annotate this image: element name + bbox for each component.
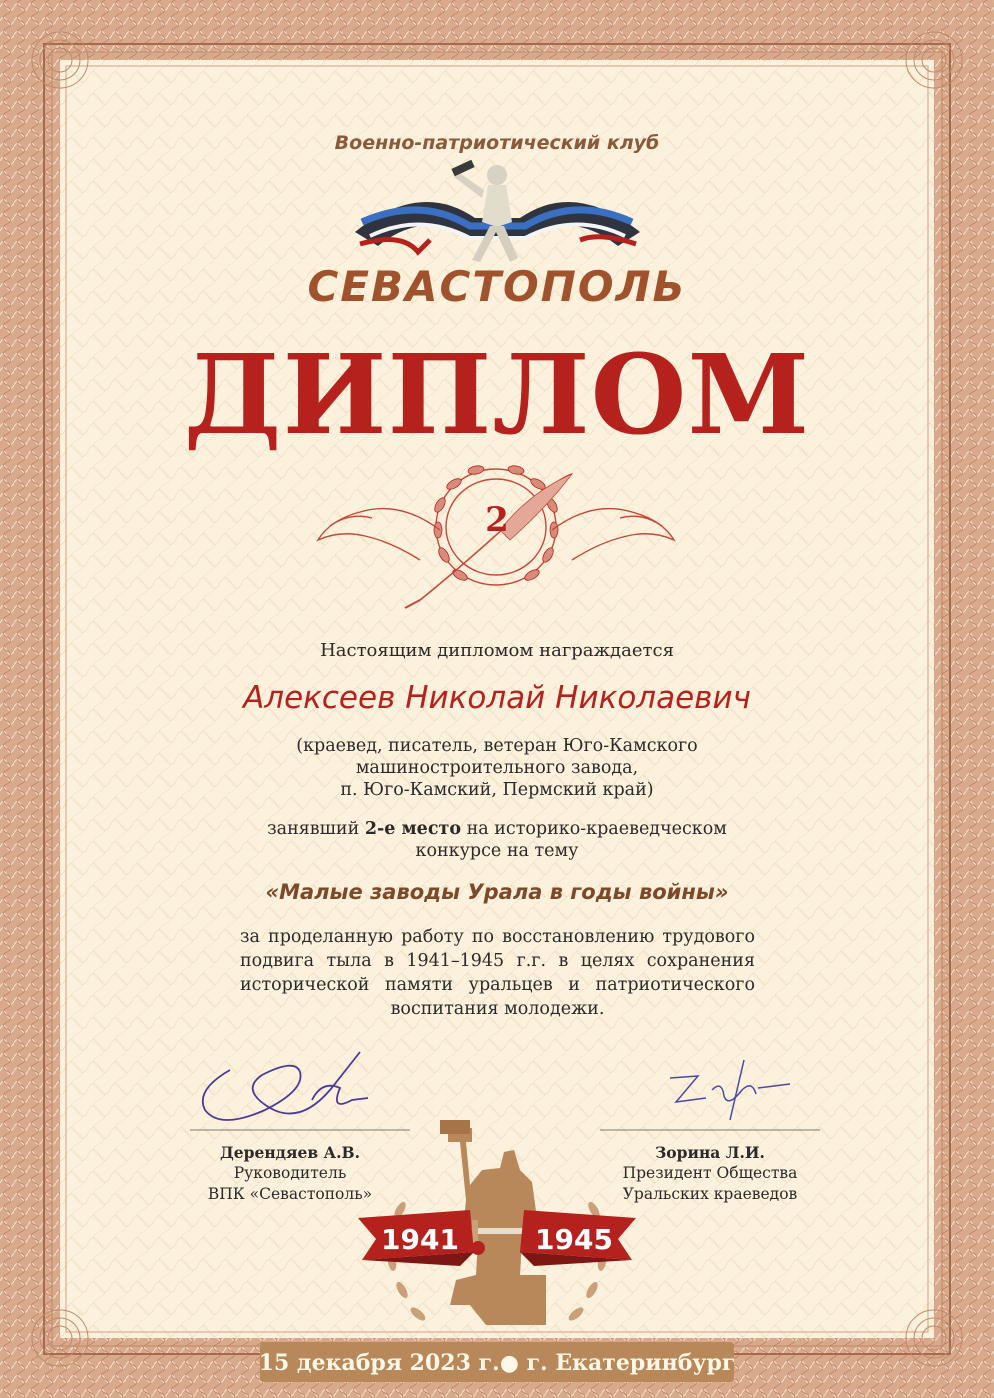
place-suffix: на историко-краеведческом [461, 819, 727, 839]
description-line: машиностроительного завода, [355, 758, 639, 778]
place-statement [0, 818, 994, 862]
club-name: СЕВАСТОПОЛЬ [307, 262, 687, 311]
recipient-description [0, 735, 994, 801]
signer-name: Зорина Л.И. [655, 1143, 765, 1162]
signer-org: ВПК «Севастополь» [207, 1185, 373, 1203]
signature-block-left [150, 1142, 430, 1205]
signer-org: Уральских краеведов [622, 1185, 798, 1203]
place-text: 2-е место [364, 819, 461, 839]
signer-role: Руководитель [233, 1164, 347, 1182]
diploma-title: ДИПЛОМ [183, 330, 811, 459]
recipient-name: Алексеев Николай Николаевич [243, 680, 751, 716]
description-line: п. Юго-Камский, Пермский край) [340, 780, 654, 800]
place-prefix: занявший [267, 819, 365, 839]
club-subtitle: Военно-патриотический клуб [334, 132, 660, 154]
signature-block-right [570, 1142, 850, 1205]
description-line: (краевед, писатель, ветеран Юго-Камского [296, 736, 698, 756]
signer-role: Президент Общества [622, 1164, 798, 1182]
place-line2: конкурсе на тему [415, 841, 579, 861]
year-start: 1941 [381, 1223, 459, 1256]
signer-name: Дерендяев А.В. [219, 1143, 360, 1162]
contest-topic: «Малые заводы Урала в годы войны» [265, 880, 729, 904]
award-reason: за проделанную работу по восстановлению трудового подвига тыла в 1941–1945 г.г. в целях сохранения исторической памяти уральцев и патриотического воспитания молодежи. [240, 927, 755, 1019]
award-line: Настоящим дипломом награждается [320, 640, 674, 661]
year-end: 1945 [535, 1223, 613, 1256]
place-number: 2 [485, 500, 509, 540]
footer-date-place: 15 декабря 2023 г.● г. Екатеринбург [258, 1350, 736, 1376]
